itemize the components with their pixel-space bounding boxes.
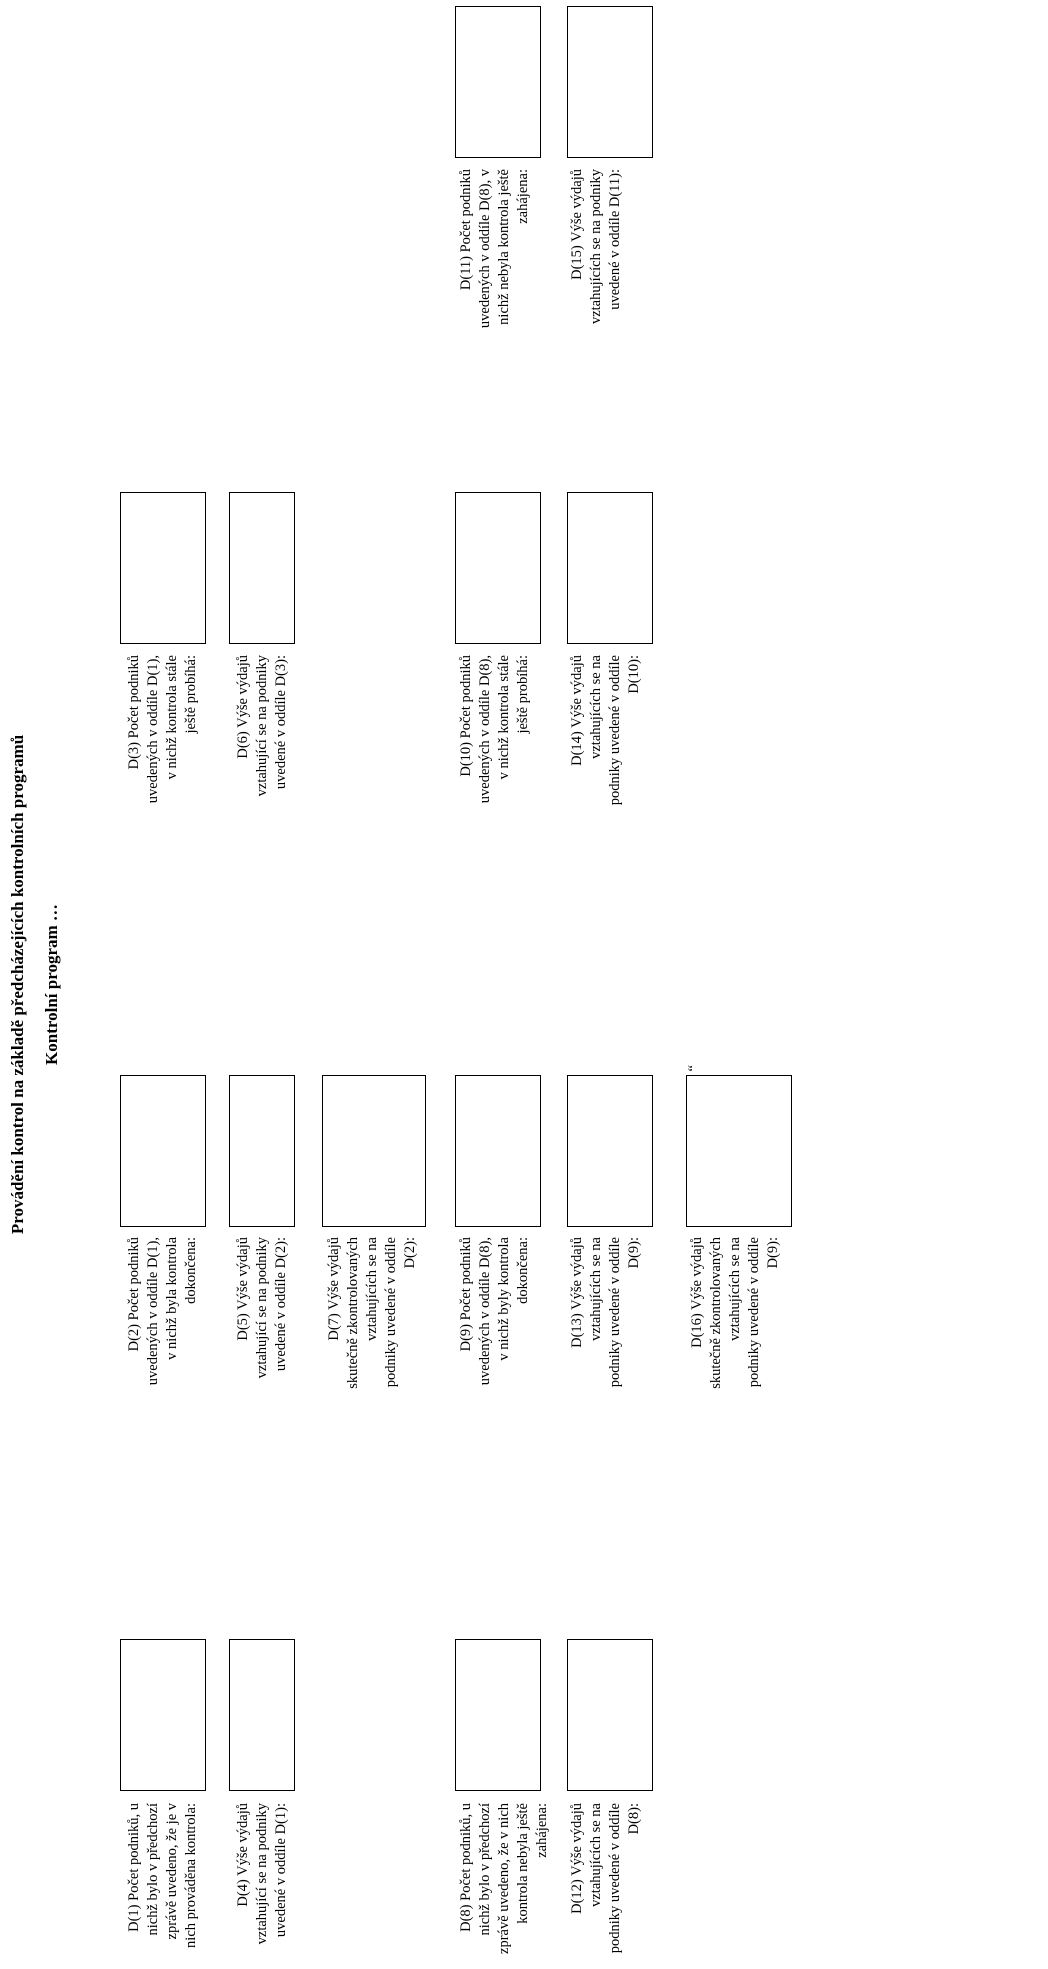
input-box-d11[interactable] <box>455 6 541 158</box>
input-box-d2[interactable] <box>120 1075 206 1227</box>
label-d7: D(7) Výše výdajů skutečně zkontrolovaných vztahujících se na podniky uvedené v oddíle D(2): <box>326 1237 418 1389</box>
input-box-d8[interactable] <box>455 1639 541 1791</box>
input-box-d3[interactable] <box>120 492 206 644</box>
input-box-d16[interactable] <box>686 1075 792 1227</box>
input-box-d14[interactable] <box>567 492 653 644</box>
label-d12: D(12) Výše výdajů vztahujících se na podniky uvedené v oddíle D(8): <box>569 1803 642 1954</box>
label-d5: D(5) Výše výdajů vztahující se na podniky uvedené v oddíle D(2): <box>235 1237 289 1379</box>
label-d10: D(10) Počet podniků uvedených v oddíle D(8), v nichž kontrola stále ještě probíhá: <box>458 655 531 804</box>
input-box-d12[interactable] <box>567 1639 653 1791</box>
form-subtitle: Kontrolní program … <box>42 904 61 1065</box>
label-d4: D(4) Výše výdajů vztahující se na podniky uvedené v oddíle D(1): <box>235 1803 289 1945</box>
input-box-d15[interactable] <box>567 6 653 158</box>
label-d8: D(8) Počet podniků, u nichž bylo v předchozí zprávě uvedeno, že v nich kontrola nebyla ještě zahájena: <box>458 1803 550 1954</box>
label-d16: D(16) Výše výdajů skutečně zkontrolovaných vztahujících se na podniky uvedené v oddíle D(9): <box>689 1237 781 1389</box>
label-d6: D(6) Výše výdajů vztahující se na podniky uvedené v oddíle D(3): <box>235 655 289 797</box>
label-d15: D(15) Výše výdajů vztahujících se na podniky uvedené v oddíle D(11): <box>569 169 623 325</box>
label-d1: D(1) Počet podniků, u nichž bylo v předchozí zprávě uvedeno, že je v nich prováděna kontrola: <box>126 1803 199 1948</box>
label-d2: D(2) Počet podniků uvedených v oddíle D(1), v nichž byla kontrola dokončena: <box>126 1237 199 1386</box>
label-d9: D(9) Počet podniků uvedených v oddíle D(8), v nichž byly kontrola dokončena: <box>458 1237 531 1386</box>
closing-quote: “ <box>686 1064 702 1073</box>
label-d3: D(3) Počet podniků uvedených v oddíle D(1), v nichž kontrola stále ještě probíhá: <box>126 655 199 804</box>
input-box-d10[interactable] <box>455 492 541 644</box>
input-box-d1[interactable] <box>120 1639 206 1791</box>
label-d14: D(14) Výše výdajů vztahujících se na podniky uvedené v oddíle D(10): <box>569 655 642 806</box>
form-title: Provádění kontrol na základě předcházejících kontrolních programů <box>8 734 27 1235</box>
input-box-d13[interactable] <box>567 1075 653 1227</box>
input-box-d9[interactable] <box>455 1075 541 1227</box>
label-d13: D(13) Výše výdajů vztahujících se na podniky uvedené v oddíle D(9): <box>569 1237 642 1388</box>
label-d11: D(11) Počet podniků uvedených v oddíle D(8), v nichž nebyla kontrola ještě zahájena: <box>458 169 531 329</box>
input-box-d5[interactable] <box>229 1075 295 1227</box>
input-box-d7[interactable] <box>322 1075 426 1227</box>
input-box-d4[interactable] <box>229 1639 295 1791</box>
input-box-d6[interactable] <box>229 492 295 644</box>
